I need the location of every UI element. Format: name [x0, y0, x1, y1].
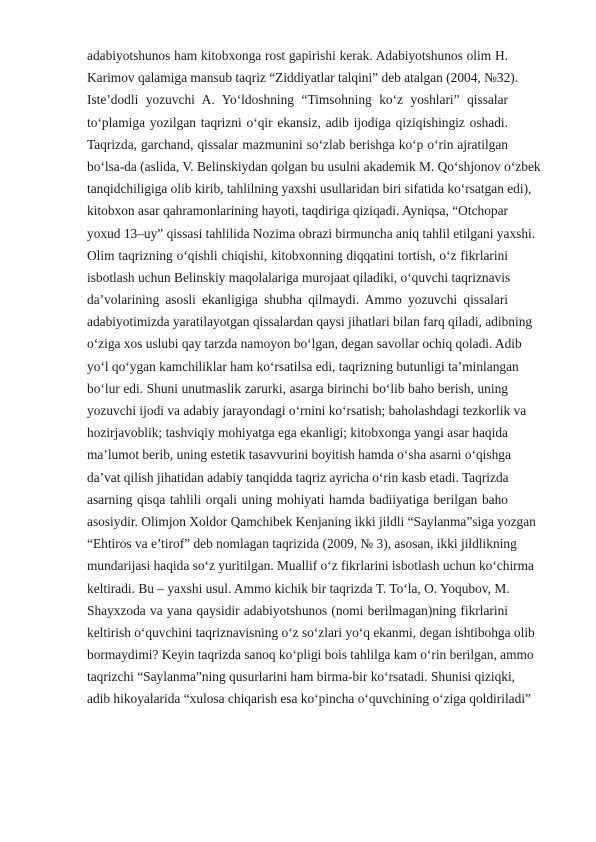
text-line: Shayxzoda va yana qaysidir adabiyotshunos (nomi berilmagan)ning fikrlarini [87, 602, 508, 618]
body-text [87, 45, 541, 711]
text-line: da’volarining asosli ekanligiga shubha qilmaydi. Ammo yozuvchi qissalari [87, 292, 508, 308]
text-line: bo‘lsa-da (aslida, V. Belinskiydan qolgan bu usulni akademik M. Qo‘shjonov o‘zbek [87, 158, 541, 174]
text-line: taqrizchi “Saylanma”ning qusurlarini ham birma-bir ko‘rsatadi. Shunisi qiziqki, [87, 669, 516, 685]
text-line: adabiyotimizda yaratilayotgan qissalardan qaysi jihatlari bilan farq qiladi, adibning [87, 314, 533, 330]
text-line: bo‘lur edi. Shuni unutmaslik zarurki, asarga birinchi bo‘lib baho berish, uning [87, 380, 508, 396]
text-line: mundarijasi haqida so‘z yuritilgan. Muallif o‘z fikrlarini isbotlash uchun ko‘chirma [87, 558, 534, 574]
text-line: asarning qisqa tahlili orqali uning mohiyati hamda badiiyatiga berilgan baho [87, 491, 508, 507]
text-line: “Ehtiros va e’tirof” deb nomlagan taqrizida (2009, № 3), asosan, ikki jildlikning [87, 536, 517, 552]
text-line: to‘plamiga yozilgan taqrizni o‘qir ekansiz, adib ijodiga qiziqishingiz oshadi. [87, 114, 508, 130]
text-line: isbotlash uchun Belinskiy maqolalariga murojaat qiladiki, o‘quvchi taqriznavis [87, 269, 511, 285]
text-line: adib hikoyalarida “xulosa chiqarish esa ko‘pincha o‘quvchining o‘ziga qoldiriladi” [87, 691, 531, 707]
text-line: da’vat qilish jihatidan adabiy tanqidda taqriz ayricha o‘rin kasb etadi. Taqrizda [87, 469, 509, 485]
text-line: o‘ziga xos uslubi qay tarzda namoyon bo‘lgan, degan savollar ochiq qoladi. Adib [87, 336, 522, 352]
text-line: yozuvchi ijodi va adabiy jarayondagi o‘rnini ko‘rsatish; baholashdagi tezkorlik va [87, 403, 527, 418]
text-line: Karimov qalamiga mansub taqriz “Ziddiyatlar talqini” deb atalgan (2004, №32). [87, 70, 519, 86]
text-line: ma’lumot berib, uning estetik tasavvurini boyitish hamda o‘sha asarni o‘qishga [87, 447, 511, 463]
text-line: keltiradi. Bu – yaxshi usul. Ammo kichik bir taqrizda T. To‘la, O. Yoqubov, M. [87, 580, 510, 596]
text-line: asosiydir. Olimjon Xoldor Qamchibek Kenjaning ikki jildli “Saylanma”siga yozgan [87, 513, 536, 529]
text-line: keltirish o‘quvchini taqriznavisning o‘z so‘zlari yo‘q ekanmi, degan ishtibohga olib [87, 624, 535, 640]
text-line: tanqidchiligiga olib kirib, tahlilning yaxshi usullaridan biri sifatida ko‘rsatgan edi), [87, 181, 532, 197]
text-line: kitobxon asar qahramonlarining hayoti, taqdiriga qiziqadi. Ayniqsa, “Otchopar [87, 203, 508, 219]
text-line: yo‘l qo‘ygan kamchiliklar ham ko‘rsatilsa edi, taqrizning butunligi ta’minlangan [87, 358, 519, 374]
text-line: yoxud 13–uy” qissasi tahlilida Nozima obrazi birmuncha aniq tahlil etilgani yaxshi. [87, 225, 536, 241]
text-line: Olim taqrizning o‘qishli chiqishi, kitobxonning diqqatini tortish, o‘z fikrlarini [87, 247, 508, 263]
text-line: Taqrizda, garchand, qissalar mazmunini so‘zlab berishga ko‘p o‘rin ajratilgan [87, 136, 508, 152]
text-line: Iste’dodli yozuvchi A. Yo‘ldoshning “Timsohning ko‘z yoshlari” qissalar [87, 92, 508, 108]
text-line: bormaydimi? Keyin taqrizda sanoq ko‘pligi bois tahlilga kam o‘rin berilgan, ammo [87, 647, 534, 663]
text-line: hozirjavoblik; tashviqiy mohiyatga ega ekanligi; kitobxonga yangi asar haqida [87, 425, 508, 441]
text-line: adabiyotshunos ham kitobxonga rost gapirishi kerak. Adabiyotshunos olim H. [87, 48, 508, 63]
